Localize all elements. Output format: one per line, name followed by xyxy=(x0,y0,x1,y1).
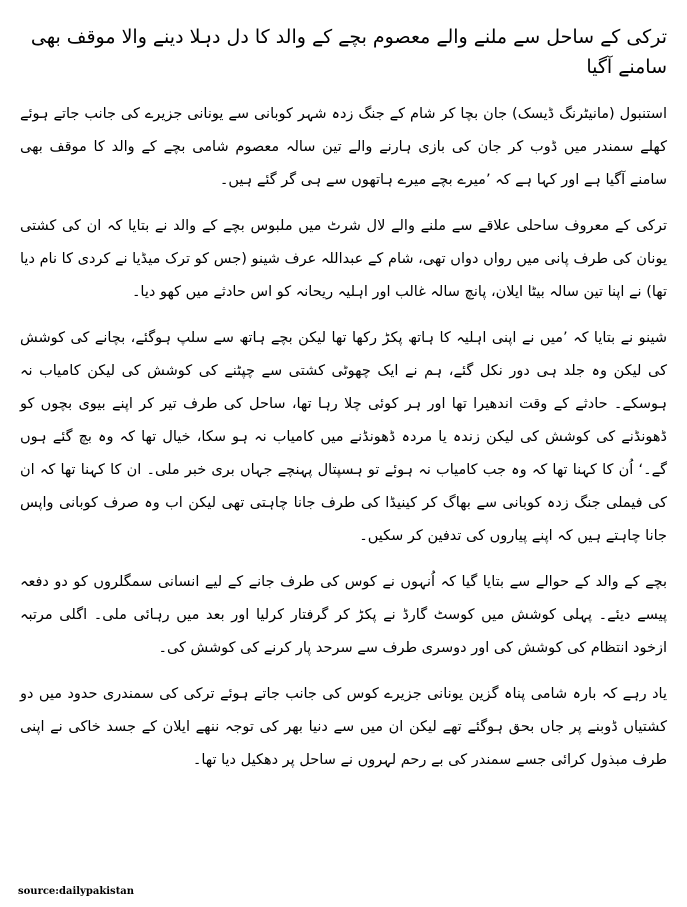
article-paragraph: استنبول (مانیٹرنگ ڈیسک) جان بچا کر شام کے جنگ زدہ شہر کوبانی سے یونانی جزیرے کی جانب جاتے ہوئے کھلے سمندر میں ڈوب کر جان کی بازی ہارنے والے تین سالہ معصوم شامی بچے کے والد کا موقف بھی سامنے آگیا ہے اور کہا ہے کہ ’میرے بچے میرے ہاتھوں سے ہی گر گئے ہیں۔ xyxy=(20,106,667,188)
article-paragraph: ترکی کے معروف ساحلی علاقے سے ملنے والے لال شرٹ میں ملبوس بچے کے والد نے بتایا کہ ان کی کشتی یونان کی طرف پانی میں رواں دواں تھی، شام کے عبداللہ عرف شینو (جس کو ترک میڈیا نے کردی کا نام دیا تھا) نے اپنا تین سالہ بیٹا ایلان، پانچ سالہ غالب اور اہلیہ ریحانہ کو اس حادثے میں کھو دیا۔ xyxy=(20,218,667,300)
article-paragraph: شینو نے بتایا کہ ’میں نے اپنی اہلیہ کا ہاتھ پکڑ رکھا تھا لیکن بچے ہاتھ سے سلپ ہوگئے، بچانے کی کوشش کی لیکن وہ جلد ہی دور نکل گئے، ہم نے ایک چھوٹی کشتی سے چپٹنے کی کوشش کی لیکن کامیاب نہ ہوسکے۔ حادثے کے وقت اندھیرا تھا اور ہر کوئی چلا رہا تھا، ساحل کی طرف تیر کر اپنے بیوی بچوں کو ڈھونڈنے کی کوشش کی لیکن زندہ یا مردہ ڈھونڈنے میں کامیاب نہ ہو سکا، خیال تھا کہ وہ بچ گئے ہوں گے۔‘ اُن کا کہنا تھا کہ وہ جب کامیاب نہ ہوئے تو ہسپتال پہنچے جہاں بری خبر ملی۔ ان کا کہنا تھا کہ ان کی فیملی جنگ زدہ کوبانی سے بھاگ کر کینیڈا کی طرف جانا چاہتی تھی لیکن اب وہ صرف کوبانی واپس جانا چاہتے ہیں کہ اپنے پیاروں کی تدفین کر سکیں۔ xyxy=(20,330,667,544)
article-paragraph: یاد رہے کہ بارہ شامی پناہ گزین یونانی جزیرے کوس کی جانب جاتے ہوئے ترکی کی سمندری حدود میں دو کشتیاں ڈوبنے پر جاں بحق ہوگئے تھے لیکن ان میں سے دنیا بھر کی توجہ ننھے ایلان کے جسد خاکی نے اپنی طرف مبذول کرائی جسے سمندر کی بے رحم لہروں نے ساحل پر دھکیل دیا تھا۔ xyxy=(20,686,667,768)
article-headline: ترکی کے ساحل سے ملنے والے معصوم بچے کے والد کا دل دہلا دینے والا موقف بھی سامنے آگیا xyxy=(30,26,667,78)
source-credit: source:dailypakistan xyxy=(18,886,135,897)
article-paragraph: بچے کے والد کے حوالے سے بتایا گیا کہ اُنہوں نے کوس کی طرف جانے کے لیے انسانی سمگلروں کو دو دفعہ پیسے دیئے۔ پہلی کوشش میں کوسٹ گارڈ نے پکڑ کر گرفتار کرلیا اور بعد میں رہائی ملی۔ اگلی مرتبہ ازخود انتظام کی کوشش کی اور دوسری طرف سے سرحد پار کرنے کی کوشش کی۔ xyxy=(20,574,667,656)
